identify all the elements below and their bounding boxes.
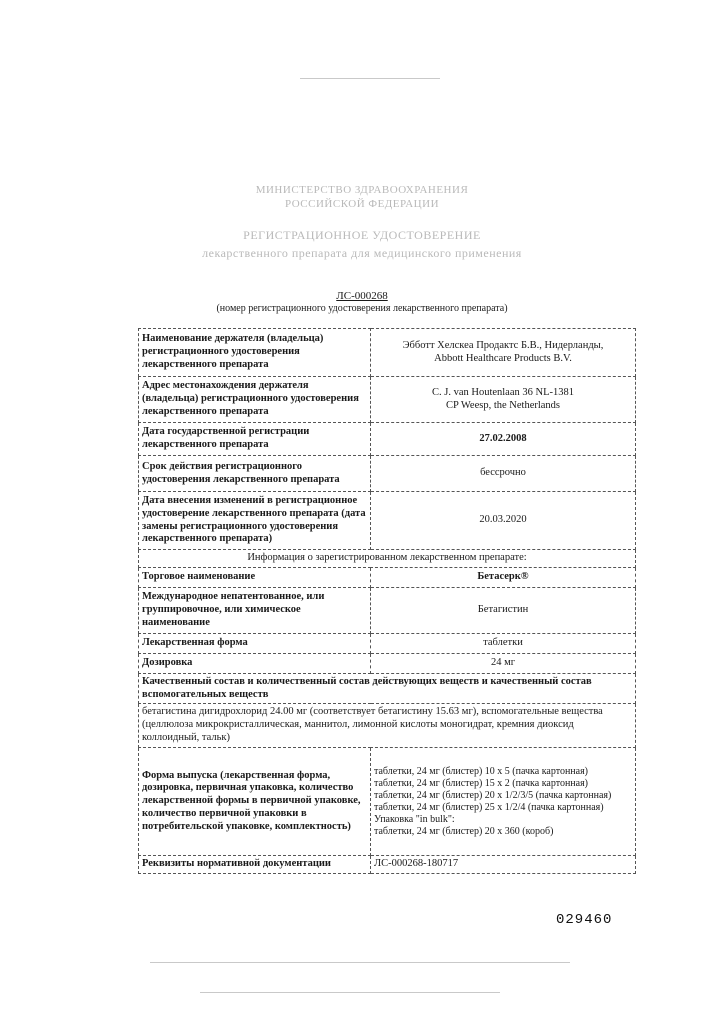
table-row bbox=[139, 423, 636, 456]
form-value: таблетки bbox=[371, 634, 636, 654]
table-row bbox=[139, 456, 636, 492]
table-row bbox=[139, 674, 636, 704]
holder-value-en: Abbott Healthcare Products B.V. bbox=[434, 352, 572, 364]
certificate-title: РЕГИСТРАЦИОННОЕ УДОСТОВЕРЕНИЕ bbox=[243, 228, 481, 242]
address-line-1: C. J. van Houtenlaan 36 NL-1381 bbox=[431, 386, 575, 398]
scan-noise bbox=[300, 78, 440, 79]
scan-noise bbox=[150, 962, 570, 963]
table-row bbox=[139, 654, 636, 674]
scan-noise bbox=[200, 992, 500, 993]
table-row bbox=[139, 377, 636, 423]
trade-name-value: Бетасерк® bbox=[371, 568, 636, 588]
packaging-line: таблетки, 24 мг (блистер) 20 x 360 (короб) bbox=[374, 825, 554, 837]
address-value bbox=[371, 377, 636, 423]
requisites-label: Реквизиты нормативной документации bbox=[139, 856, 371, 874]
reg-date-value: 27.02.2008 bbox=[371, 423, 636, 456]
ministry-line-1: МИНИСТЕРСТВО ЗДРАВООХРАНЕНИЯ bbox=[255, 184, 469, 196]
table-row bbox=[139, 550, 636, 568]
packaging-line: таблетки, 24 мг (блистер) 15 x 2 (пачка картонная) bbox=[374, 777, 589, 789]
info-heading: Информация о зарегистрированном лекарственном препарате: bbox=[139, 550, 636, 568]
address-label: Адрес местонахождения держателя (владельца) регистрационного удостоверения лекарственного препарата bbox=[139, 377, 371, 423]
table-row bbox=[139, 634, 636, 654]
packaging-line: таблетки, 24 мг (блистер) 20 x 1/2/3/5 (пачка картонная) bbox=[374, 789, 612, 801]
packaging-line: таблетки, 24 мг (блистер) 25 x 1/2/4 (пачка картонная) bbox=[374, 801, 604, 813]
inn-label: Международное непатентованное, или группировочное, или химическое наименование bbox=[139, 588, 371, 634]
dosage-label: Дозировка bbox=[139, 654, 371, 674]
validity-value: бессрочно bbox=[371, 456, 636, 492]
packaging-value bbox=[371, 748, 636, 856]
change-date-label: Дата внесения изменений в регистрационное удостоверение лекарственного препарата (дата замены регистрационного удостоверения лекарственного препарата) bbox=[139, 492, 371, 550]
holder-label: Наименование держателя (владельца) регистрационного удостоверения лекарственного препарата bbox=[139, 329, 371, 377]
table-row bbox=[139, 492, 636, 550]
form-label: Лекарственная форма bbox=[139, 634, 371, 654]
certificate-table bbox=[138, 328, 636, 874]
validity-label: Срок действия регистрационного удостоверения лекарственного препарата bbox=[139, 456, 371, 492]
packaging-line: Упаковка "in bulk": bbox=[374, 813, 455, 825]
packaging-label: Форма выпуска (лекарственная форма, дозировка, первичная упаковка, количество лекарственной формы в первичной упаковке, количество первичной упаковки в потребительской упаковке, комплектность) bbox=[139, 748, 371, 856]
reg-date-label: Дата государственной регистрации лекарственного препарата bbox=[139, 423, 371, 456]
holder-value-ru: Эбботт Хелскеа Продактс Б.В., Нидерланды, bbox=[402, 339, 604, 351]
ministry-line-2: РОССИЙСКОЙ ФЕДЕРАЦИИ bbox=[284, 198, 440, 210]
packaging-line: таблетки, 24 мг (блистер) 10 x 5 (пачка картонная) bbox=[374, 765, 589, 777]
holder-value bbox=[371, 329, 636, 377]
trade-name-label: Торговое наименование bbox=[139, 568, 371, 588]
table-row bbox=[139, 704, 636, 748]
change-date-value: 20.03.2020 bbox=[371, 492, 636, 550]
registration-block bbox=[0, 290, 724, 314]
address-line-2: CP Weesp, the Netherlands bbox=[445, 399, 561, 411]
registration-caption: (номер регистрационного удостоверения лекарственного препарата) bbox=[216, 303, 508, 314]
certificate-subtitle: лекарственного препарата для медицинского применения bbox=[202, 246, 522, 260]
serial-number: 029460 bbox=[556, 912, 613, 928]
dosage-value: 24 мг bbox=[371, 654, 636, 674]
inn-value: Бетагистин bbox=[371, 588, 636, 634]
registration-number: ЛС-000268 bbox=[336, 290, 388, 302]
table-row bbox=[139, 588, 636, 634]
table-row bbox=[139, 329, 636, 377]
table-row bbox=[139, 748, 636, 856]
composition-text: бетагистина дигидрохлорид 24.00 мг (соответствует бетагистину 15.63 мг), вспомогательные вещества (целлюлоза микрокристаллическая, маннитол, лимонной кислоты моногидрат, кремния диоксид коллоидный, тальк) bbox=[139, 704, 636, 748]
table-row bbox=[139, 856, 636, 874]
table-row bbox=[139, 568, 636, 588]
composition-heading: Качественный состав и количественный состав действующих веществ и качественный состав вспомогательных веществ bbox=[139, 674, 636, 704]
requisites-value: ЛС-000268-180717 bbox=[371, 856, 636, 874]
